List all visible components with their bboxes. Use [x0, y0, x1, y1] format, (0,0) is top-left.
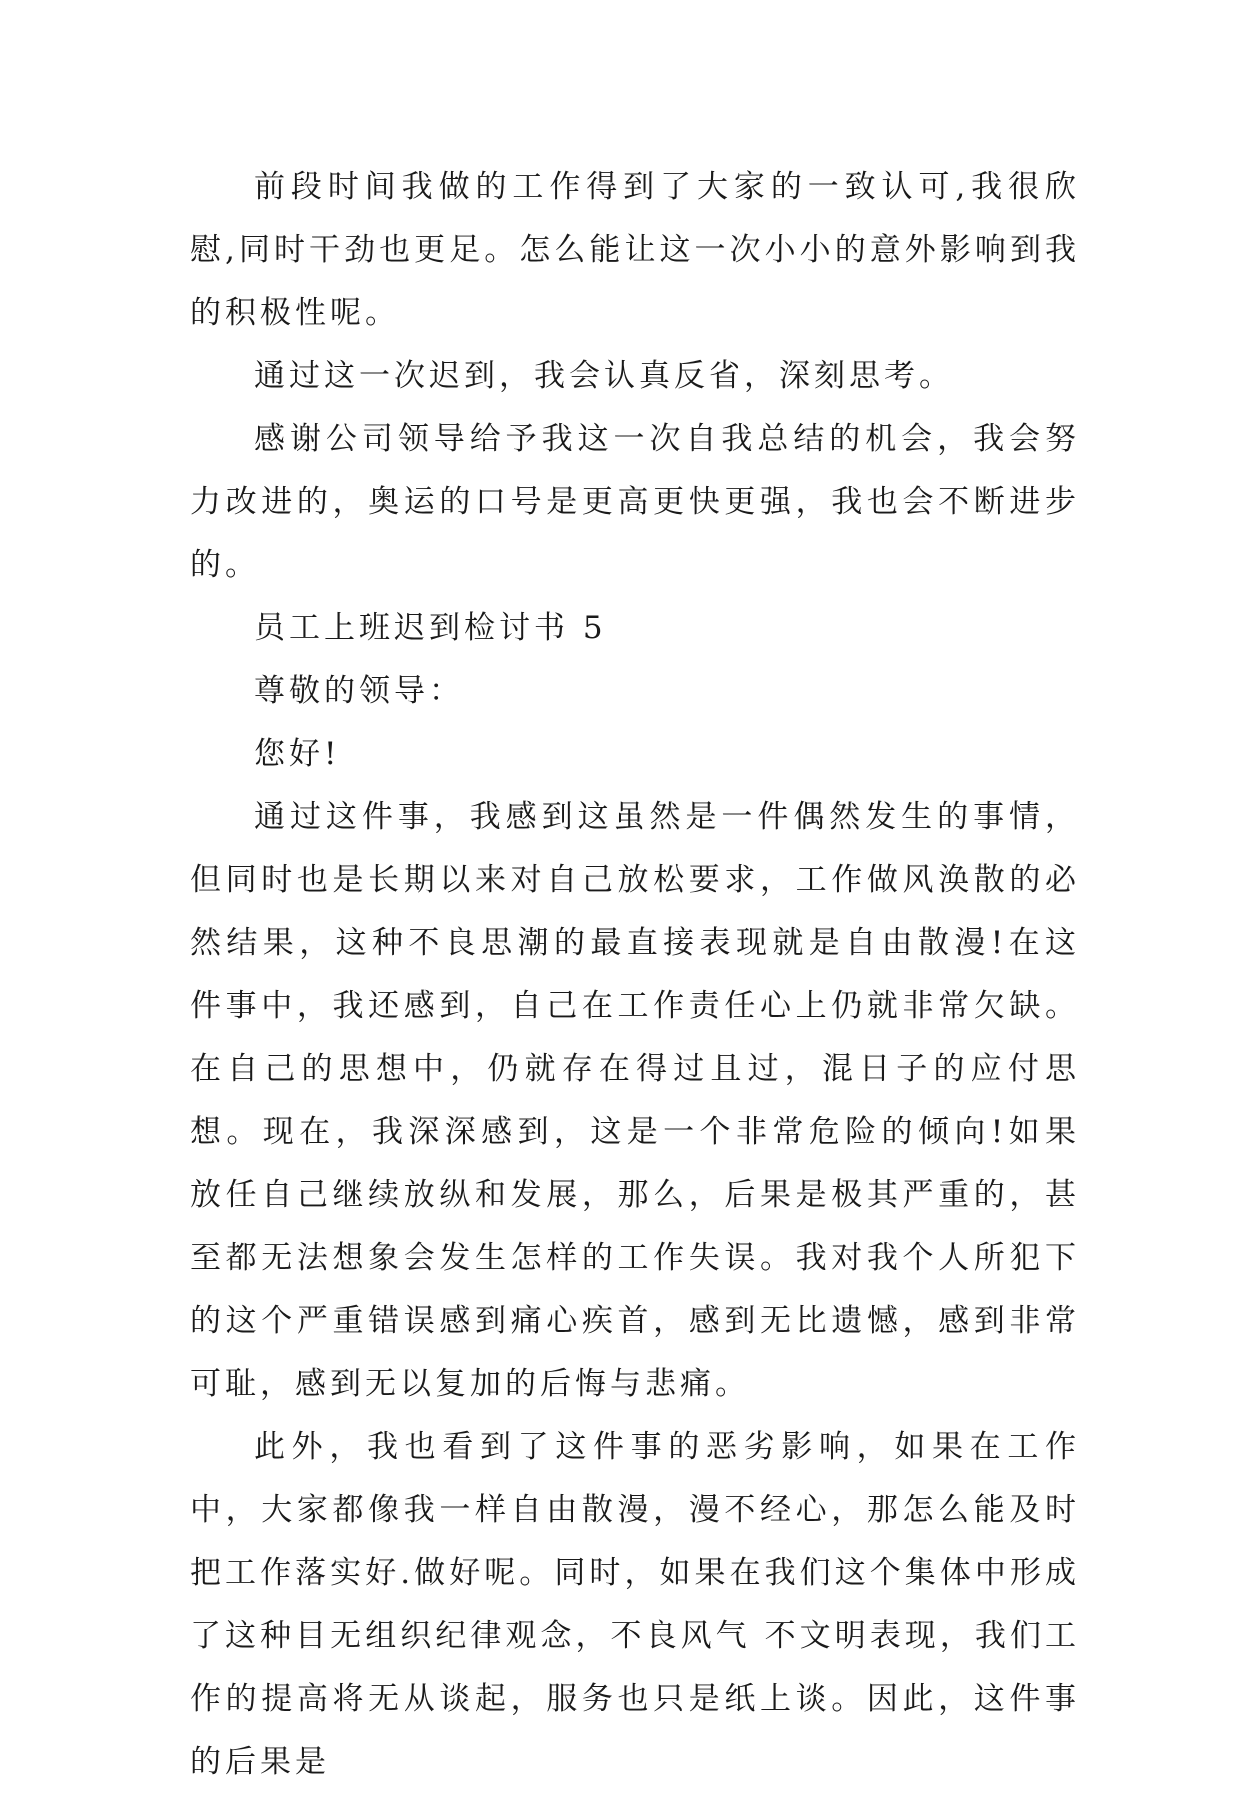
greeting: 您好!: [254, 736, 341, 772]
salutation: 尊敬的领导：: [254, 673, 464, 709]
document-body: [190, 156, 1080, 1794]
paragraph-reflect: 通过这一次迟到，我会认真反省，深刻思考。: [254, 358, 954, 394]
paragraph-main: 通过这件事，我感到这虽然是一件偶然发生的事情，但同时也是长期以来对自己放松要求，工作做风涣散的必然结果，这种不良思潮的最直接表现就是自由散漫!在这件事中，我还感到，自己在工作责任心上仍就非常欠缺。在自己的思想中，仍就存在得过且过，混日子的应付思想。现在，我深深感到，这是一个非常危险的倾向!如果放任自己继续放纵和发展，那么，后果是极其严重的，甚至都无法想象会发生怎样的工作失误。我对我个人所犯下的这个严重错误感到痛心疾首，感到无比遗憾，感到非常可耻，感到无以复加的后悔与悲痛。: [190, 799, 1080, 1402]
section-heading: 员工上班迟到检讨书 5: [254, 610, 607, 646]
paragraph-praise: 前段时间我做的工作得到了大家的一致认可,我很欣慰,同时干劲也更足。怎么能让这一次小小的意外影响到我的积极性呢。: [190, 169, 1080, 331]
paragraph-impact: 此外，我也看到了这件事的恶劣影响，如果在工作中，大家都像我一样自由散漫，漫不经心，那怎么能及时把工作落实好.做好呢。同时，如果在我们这个集体中形成了这种目无组织纪律观念，不良风气 不文明表现，我们工作的提高将无从谈起，服务也只是纸上谈。因此，这件事的后果是: [190, 1429, 1080, 1780]
paragraph-thanks: 感谢公司领导给予我这一次自我总结的机会，我会努力改进的，奥运的口号是更高更快更强，我也会不断进步的。: [190, 421, 1080, 583]
